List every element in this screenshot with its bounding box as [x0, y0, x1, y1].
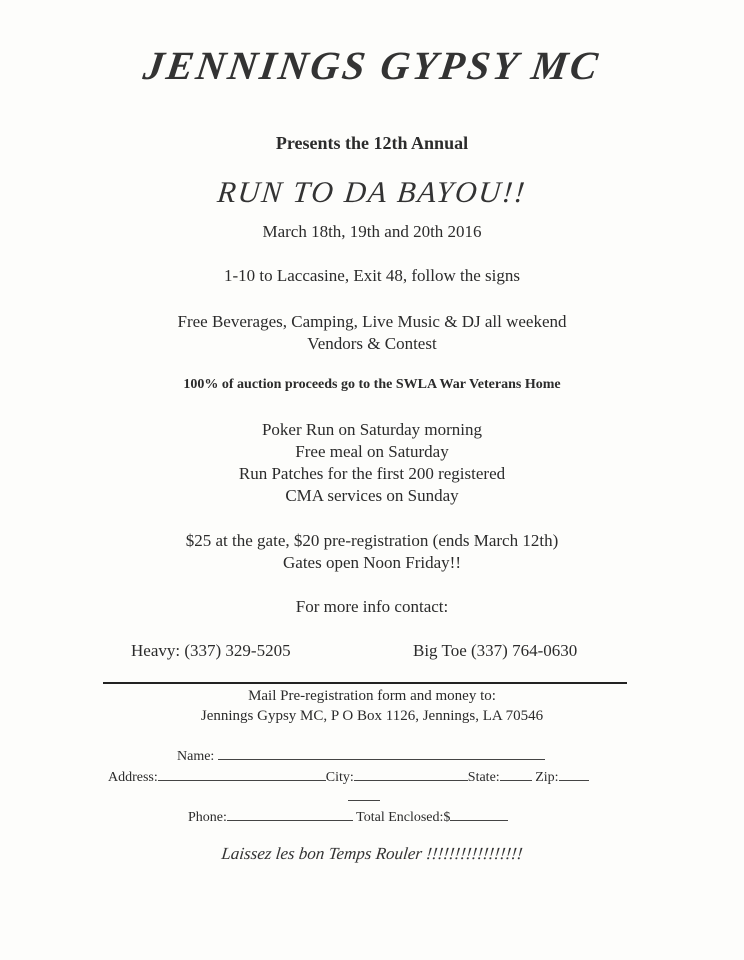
schedule-item: Free meal on Saturday: [295, 442, 449, 461]
state-label: State:: [467, 770, 500, 785]
city-blank[interactable]: [354, 766, 468, 781]
directions: 1-10 to Laccasine, Exit 48, follow the signs: [223, 266, 521, 285]
presents-line: Presents the 12th Annual: [275, 133, 469, 153]
footer-slogan: Laissez les bon Temps Rouler !!!!!!!!!!!!!!!!!: [220, 844, 524, 863]
contact-heavy: Heavy: (337) 329-5205: [131, 641, 291, 660]
total-mark: [348, 800, 380, 801]
address-field-row: [108, 766, 589, 786]
mail-instructions: Mail Pre-registration form and money to:: [248, 688, 496, 704]
phone-field-row: [188, 806, 508, 826]
address-blank[interactable]: [158, 766, 326, 781]
total-label: Total Enclosed:$: [356, 810, 451, 825]
contact-heading: For more info contact:: [295, 597, 449, 616]
event-dates: March 18th, 19th and 20th 2016: [262, 222, 482, 241]
event-name: RUN TO DA BAYOU!!: [215, 176, 529, 209]
total-blank[interactable]: [450, 806, 508, 821]
name-field-row: [177, 745, 545, 765]
contact-big-toe: Big Toe (337) 764-0630: [413, 641, 578, 660]
zip-blank[interactable]: [559, 766, 589, 781]
address-label: Address:: [108, 770, 158, 785]
zip-label: Zip:: [535, 770, 559, 785]
city-label: City:: [325, 770, 354, 785]
schedule-item: Poker Run on Saturday morning: [261, 420, 483, 439]
mail-address: Jennings Gypsy MC, P O Box 1126, Jennings, LA 70546: [200, 708, 544, 724]
auction-note: 100% of auction proceeds go to the SWLA War Veterans Home: [183, 377, 561, 392]
pricing: $25 at the gate, $20 pre-registration (ends March 12th): [185, 531, 559, 550]
schedule-item: Run Patches for the first 200 registered: [238, 464, 506, 483]
phone-blank[interactable]: [227, 806, 353, 821]
schedule-item: CMA services on Sunday: [285, 486, 459, 505]
gates-open: Gates open Noon Friday!!: [283, 553, 461, 572]
phone-label: Phone:: [188, 810, 227, 825]
amenities-line-2: Vendors & Contest: [307, 334, 437, 353]
state-blank[interactable]: [500, 766, 532, 781]
divider-line: [103, 682, 627, 684]
flyer-title: JENNINGS GYPSY MC: [140, 43, 604, 88]
name-blank[interactable]: [218, 745, 545, 760]
amenities-line-1: Free Beverages, Camping, Live Music & DJ all weekend: [177, 312, 567, 331]
name-label: Name:: [177, 749, 215, 764]
